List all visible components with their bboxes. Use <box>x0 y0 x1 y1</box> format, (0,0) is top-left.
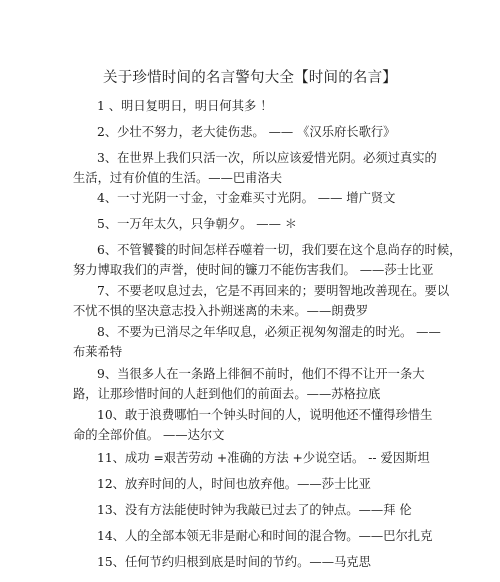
quote-line: 6、不管饕餮的时间怎样吞噬着一切，我们要在这个息尚存的时候， <box>97 243 462 257</box>
quote-line: 12、放弃时间的人，时间也放弃他。——莎士比亚 <box>97 477 371 491</box>
quote-line: 努力博取我们的声誉，使时间的镰刀不能伤害我们。 ——莎士比亚 <box>73 263 434 277</box>
quote-line: 生活，过有价值的生活。——巴甫洛夫 <box>73 171 283 185</box>
quote-line: 4、一寸光阴一寸金，寸金难买寸光阴。 —— 增广贤文 <box>97 191 396 205</box>
quote-5 <box>73 214 423 234</box>
quote-line: 5、一万年太久，只争朝夕。 —— ＊ <box>97 217 298 231</box>
quote-line: 15、任何节约归根到底是时间的节约。——马克思 <box>97 555 371 569</box>
quote-12 <box>73 474 423 494</box>
quote-1 <box>73 96 423 116</box>
quote-line: 9、当很多人在一条路上徘徊不前时，他们不得不让开一条大 <box>97 367 425 381</box>
quote-6 <box>73 240 462 280</box>
document-title: 关于珍惜时间的名言警句大全【时间的名言】 <box>103 70 397 86</box>
quote-line: 10、敢于浪费哪怕一个钟头时间的人，说明他还不懂得珍惜生 <box>97 408 433 422</box>
quote-13 <box>73 500 423 520</box>
quote-9 <box>73 364 423 404</box>
quote-line: 布莱希特 <box>73 345 123 359</box>
quote-line: 不忧不惧的坚决意志投入扑朔迷离的未来。——朗费罗 <box>73 304 369 318</box>
quote-4 <box>73 188 423 208</box>
quote-line: 1 、明日复明日，明日何其多 ！ <box>97 99 273 113</box>
quote-line: 7、不要老叹息过去，它是不再回来的；要明智地改善现在。要以 <box>97 284 450 298</box>
quote-line: 路，让那珍惜时间的人赶到他们的前面去。——苏格拉底 <box>73 387 381 401</box>
quote-line: 14、人的全部本领无非是耐心和时间的混合物。——巴尔扎克 <box>97 529 433 543</box>
quote-7 <box>73 281 450 321</box>
quote-line: 2、少壮不努力，老大徒伤悲。 —— 《汉乐府长歌行》 <box>97 125 396 139</box>
quote-11 <box>73 448 430 468</box>
quote-line: 8、不要为已消尽之年华叹息，必须正视匆匆溜走的时光。 —— <box>97 325 441 339</box>
quote-15 <box>73 552 423 572</box>
quote-3 <box>73 148 437 188</box>
quote-14 <box>73 526 433 546</box>
quote-line: 3、在世界上我们只活一次，所以应该爱惜光阴。必须过真实的 <box>97 151 437 165</box>
quote-2 <box>73 122 423 142</box>
quote-8 <box>73 322 441 362</box>
quote-line: 11、成功 =艰苦劳动 +准确的方法 +少说空话。 -- 爱因斯坦 <box>97 451 430 465</box>
quote-10 <box>73 405 433 445</box>
quote-line: 命的全部价值。 ——达尔文 <box>73 428 225 442</box>
quote-line: 13、没有方法能使时钟为我敲已过去了的钟点。——拜 伦 <box>97 503 412 517</box>
